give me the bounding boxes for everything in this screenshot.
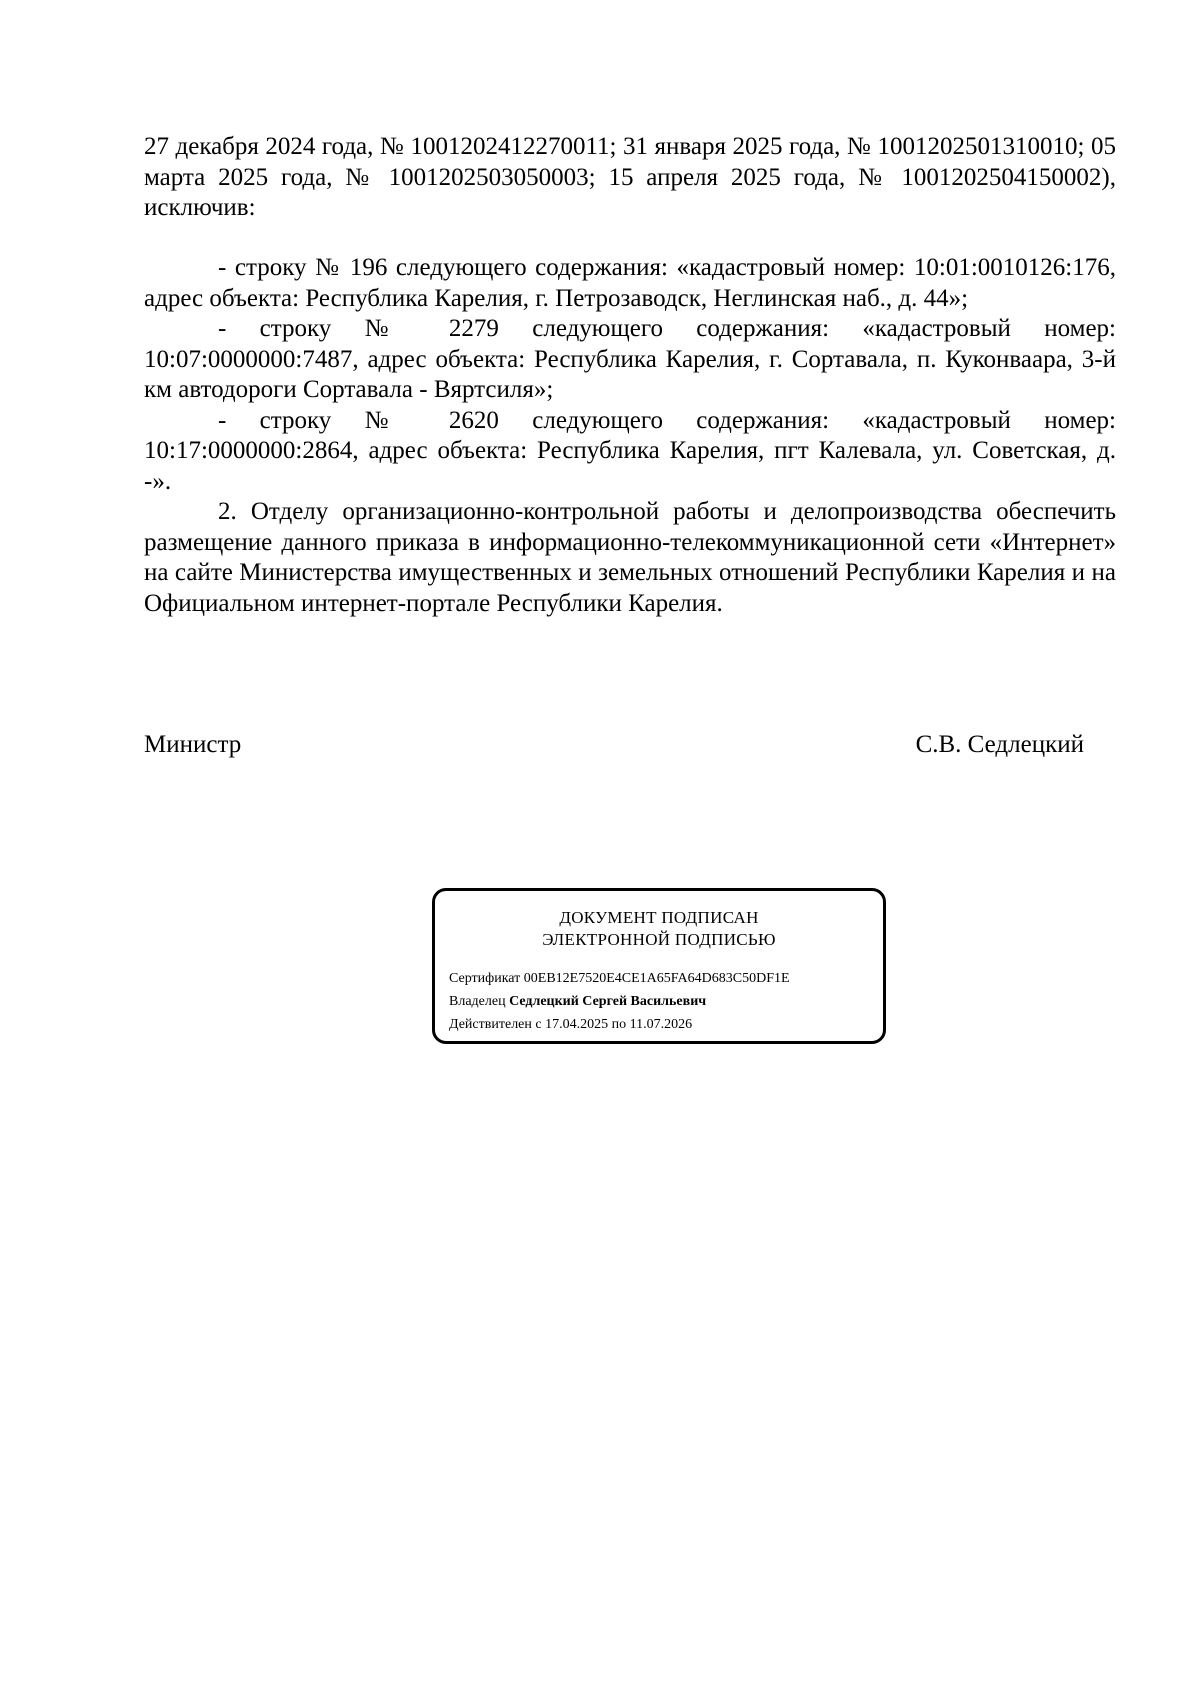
valid-to-label: по xyxy=(611,1017,627,1032)
electronic-signature-stamp xyxy=(432,888,886,1044)
signatory-name: С.В. Седлецкий xyxy=(915,731,1084,758)
valid-from-date: 17.04.2025 xyxy=(545,1017,609,1032)
exclusion-item-2620: - строку № 2620 следующего содержания: «кадастровый номер: 10:17:0000000:2864, адрес объекта: Республика Карелия, пгт Калевала, ул. Советская, д. -». xyxy=(144,406,1116,495)
validity-line xyxy=(449,1013,879,1036)
owner-line xyxy=(449,990,879,1013)
owner-label: Владелец xyxy=(449,994,506,1009)
valid-from-label: Действителен с xyxy=(449,1017,542,1032)
stamp-details xyxy=(449,967,879,1036)
certificate-line xyxy=(449,967,879,990)
stamp-header-line-2: ЭЛЕКТРОННОЙ ПОДПИСЬЮ xyxy=(542,930,776,949)
stamp-header xyxy=(435,907,883,951)
body-block xyxy=(144,253,1116,619)
certificate-value: 00EB12E7520E4CE1A65FA64D683C50DF1E xyxy=(523,971,790,986)
paragraph-2: 2. Отделу организационно-контрольной работы и делопроизводства обеспечить размещение данного приказа в информационно-телекоммуникационной сети «Интернет» на сайте Министерства имущественных и земельных отношений Республики Карелия и на Официальном интернет-портале Республики Карелия. xyxy=(144,498,1116,617)
exclusion-item-2279: - строку № 2279 следующего содержания: «кадастровый номер: 10:07:0000000:7487, адрес объекта: Республика Карелия, г. Сортавала, п. Куконваара, 3-й км автодороги Сортавала - Вяртсиля»; xyxy=(144,315,1116,403)
signatory-title: Министр xyxy=(144,731,242,758)
owner-value: Седлецкий Сергей Васильевич xyxy=(509,994,707,1009)
exclusion-item-196: - строку № 196 следующего содержания: «кадастровый номер: 10:01:0010126:176, адрес объекта: Республика Карелия, г. Петрозаводск, Неглинская наб., д. 44»; xyxy=(144,254,1116,312)
intro-block xyxy=(144,132,1116,224)
intro-paragraph: 27 декабря 2024 года, № 1001202412270011; 31 января 2025 года, № 1001202501310010; 05 марта 2025 года, № 1001202503050003; 15 апреля 2025 года, № 1001202504150002), исключив: xyxy=(144,133,1116,221)
certificate-label: Сертификат xyxy=(449,971,521,986)
stamp-header-line-1: ДОКУМЕНТ ПОДПИСАН xyxy=(559,908,759,927)
valid-to-date: 11.07.2026 xyxy=(629,1017,693,1032)
